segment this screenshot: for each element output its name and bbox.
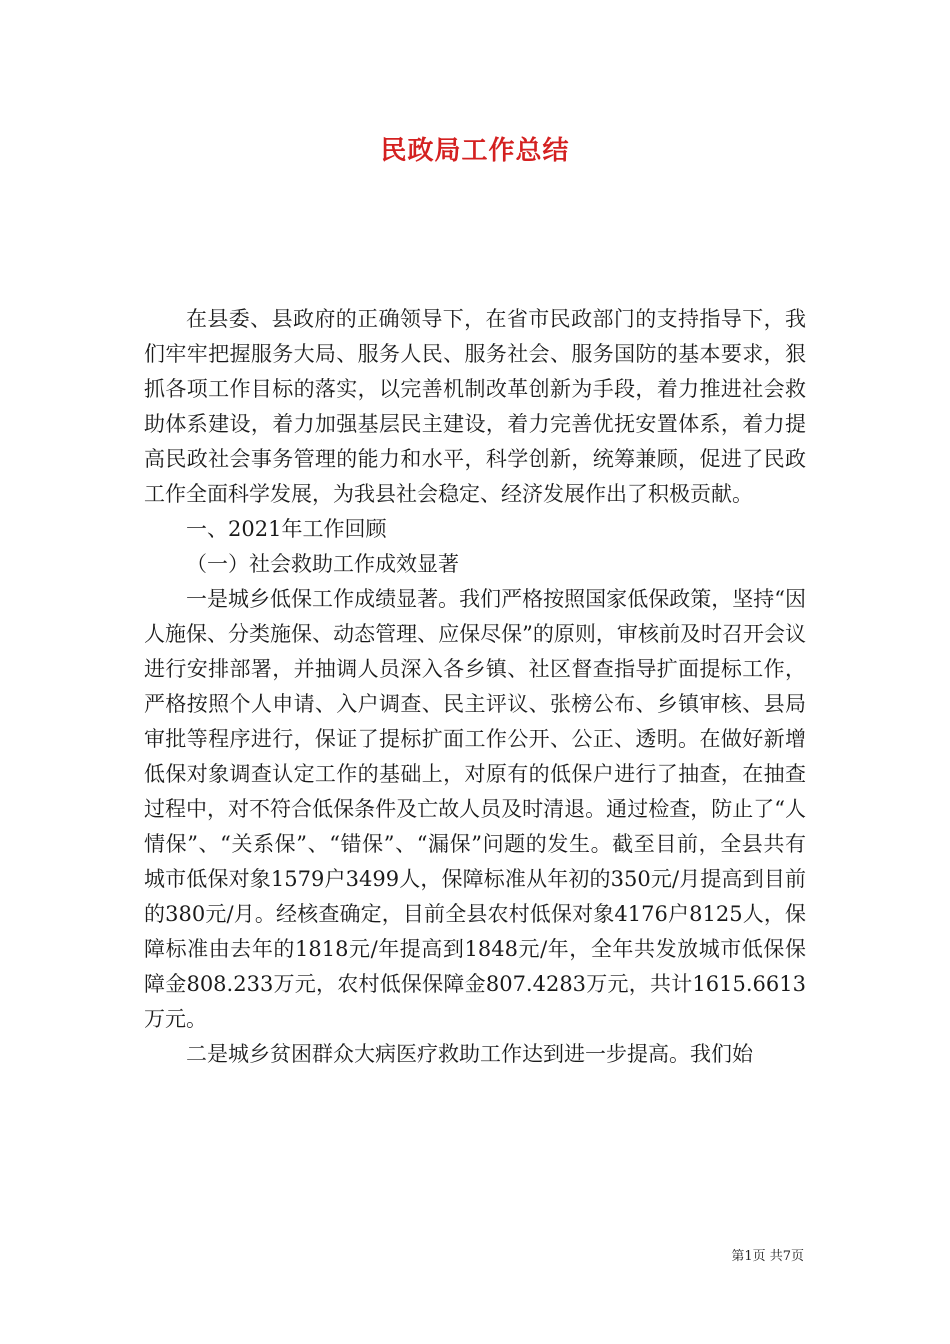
document-title: 民政局工作总结 xyxy=(380,136,570,166)
medical-aid-paragraph: 二是城乡贫困群众大病医疗救助工作达到进一步提高。我们始 xyxy=(186,1042,753,1066)
intro-paragraph: 在县委、县政府的正确领导下，在省市民政部门的支持指导下，我们牢牢把握服务大局、服务人民、服务社会、服务国防的基本要求，狠抓各项工作目标的落实，以完善机制改革创新为手段，着力推进社会救助体系建设，着力加强基层民主建设，着力完善优抚安置体系，着力提高民政社会事务管理的能力和水平，科学创新，统筹兼顾，促进了民政工作全面科学发展，为我县社会稳定、经济发展作出了积极贡献。 xyxy=(144,307,806,506)
subsection-heading: （一）社会救助工作成效显著 xyxy=(186,552,459,576)
document-body xyxy=(144,302,806,1072)
section-heading: 一、2021年工作回顾 xyxy=(186,517,387,541)
page-number: 第1页 共7页 xyxy=(731,1249,804,1264)
low-income-paragraph: 一是城乡低保工作成绩显著。我们严格按照国家低保政策，坚持“因人施保、分类施保、动态管理、应保尽保”的原则，审核前及时召开会议进行安排部署，并抽调人员深入各乡镇、社区督查指导扩面提标工作，严格按照个人申请、入户调查、民主评议、张榜公布、乡镇审核、县局审批等程序进行，保证了提标扩面工作公开、公正、透明。在做好新增低保对象调查认定工作的基础上，对原有的低保户进行了抽查，在抽查过程中，对不符合低保条件及亡故人员及时清退。通过检查，防止了“人情保”、“关系保”、“错保”、“漏保”问题的发生。截至目前，全县共有城市低保对象1579户3499人，保障标准从年初的350元/月提高到目前的380元/月。经核查确定，目前全县农村低保对象4176户8125人，保障标准由去年的1818元/年提高到1848元/年，全年共发放城市低保保障金808.233万元，农村低保保障金807.4283万元，共计1615.6613万元。 xyxy=(144,587,806,1031)
